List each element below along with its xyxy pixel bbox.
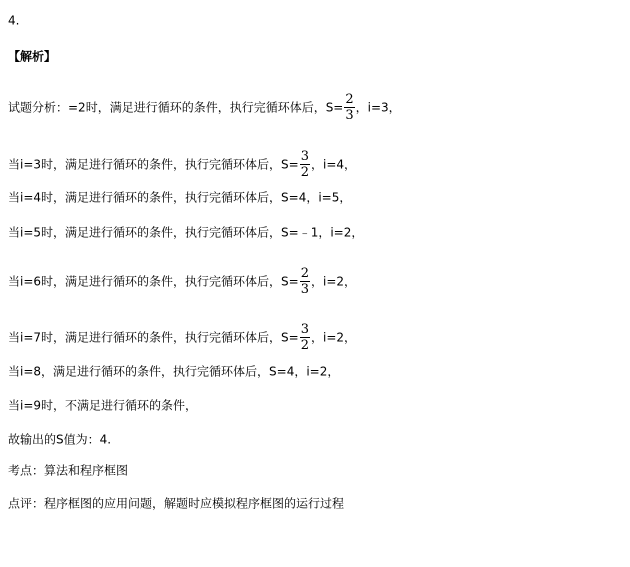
fraction-numerator: 3 (300, 149, 309, 164)
question-number: 4. (8, 13, 20, 28)
fraction-numerator: 2 (345, 92, 354, 107)
section-title: 【解析】 (8, 49, 57, 64)
fraction-numerator: 2 (300, 266, 309, 281)
line-text: 当i=4时，满足进行循环的条件，执行完循环体后，S=4，i=5， (8, 190, 352, 205)
solution-line (8, 224, 363, 241)
fraction (300, 149, 310, 180)
line-text-suffix: ，i=3， (355, 100, 401, 115)
solution-line (8, 462, 128, 479)
fraction (300, 266, 310, 297)
line-text: 当i=3时，满足进行循环的条件，执行完循环体后，S= (8, 157, 299, 172)
line-text: 考点：算法和程序框图 (8, 463, 129, 478)
solution-line (8, 363, 339, 380)
line-text: 故输出的S值为：4. (8, 432, 112, 447)
line-text: 当i=6时，满足进行循环的条件，执行完循环体后，S= (8, 274, 299, 289)
solution-line (8, 149, 356, 180)
fraction (344, 92, 354, 123)
line-text: 当i=9时，不满足进行循环的条件， (8, 398, 198, 413)
line-text: 试题分析：=2时，满足进行循环的条件，执行完循环体后，S= (8, 100, 344, 115)
solution-line (8, 266, 356, 297)
fraction-denominator: 2 (300, 338, 309, 353)
fraction-denominator: 3 (300, 282, 309, 297)
fraction-denominator: 2 (300, 165, 309, 180)
line-text-suffix: ，i=4， (310, 157, 357, 172)
line-text: 当i=7时，满足进行循环的条件，执行完循环体后，S= (8, 330, 299, 345)
solution-line (8, 322, 356, 353)
solution-line (8, 495, 344, 512)
line-text: 当i=5时，满足进行循环的条件，执行完循环体后，S=﹣1，i=2， (8, 225, 364, 240)
solution-line (8, 397, 197, 414)
line-text: 点评：程序框图的应用问题，解题时应模拟程序框图的运行过程 (8, 496, 345, 511)
fraction (300, 322, 310, 353)
solution-line (8, 92, 401, 123)
solution-line (8, 189, 351, 206)
fraction-denominator: 3 (345, 108, 354, 123)
line-text: 当i=8，满足进行循环的条件，执行完循环体后，S=4，i=2， (8, 364, 340, 379)
fraction-numerator: 3 (300, 322, 309, 337)
line-text-suffix: ，i=2， (310, 330, 357, 345)
line-text-suffix: ，i=2， (310, 274, 357, 289)
solution-line (8, 431, 111, 448)
